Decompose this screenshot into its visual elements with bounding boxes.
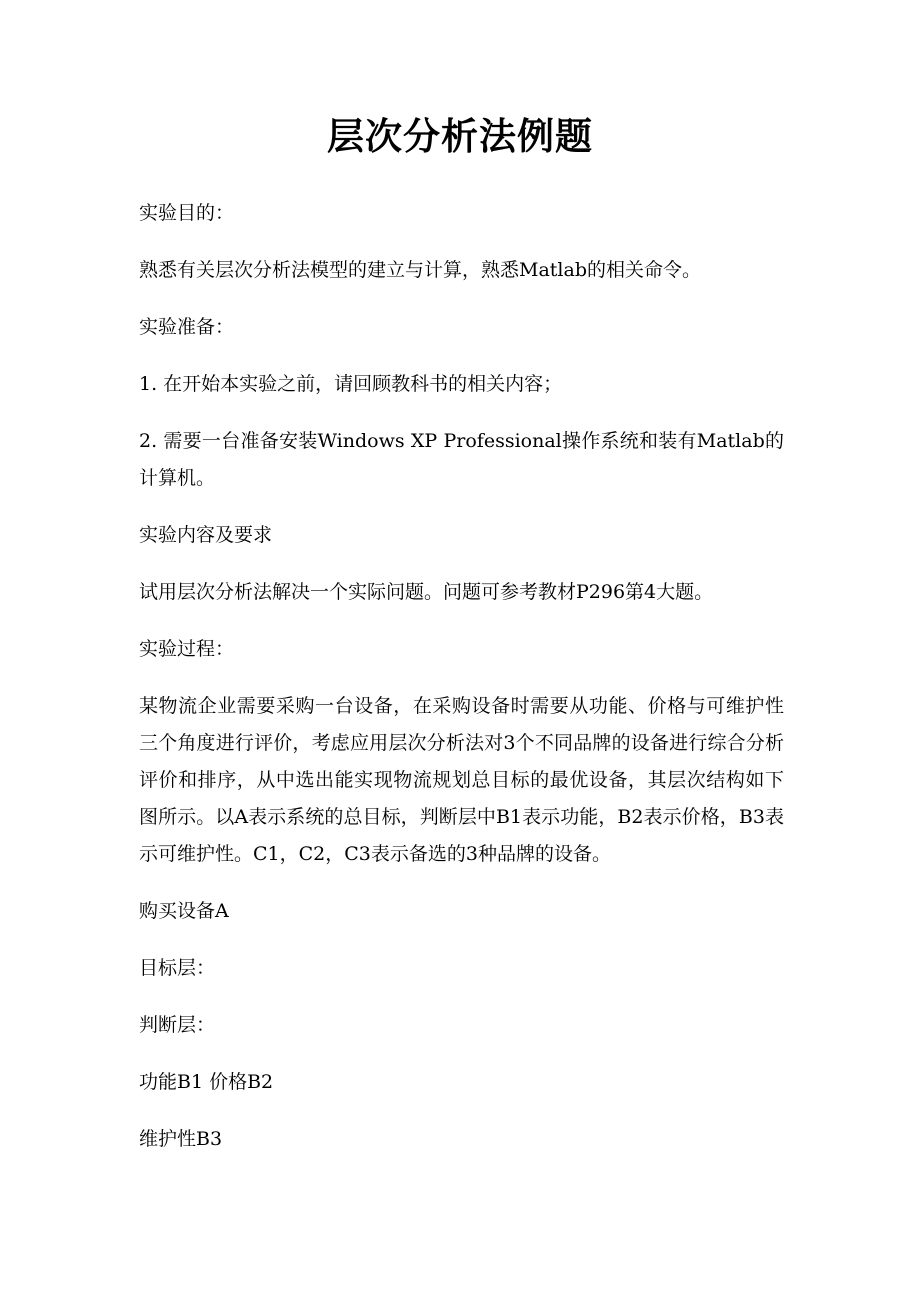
goal-label: 购买设备A — [139, 900, 229, 922]
content-requirements-text: 试用层次分析法解决一个实际问题。问题可参考教材P296第4大题。 — [139, 581, 714, 603]
heading-content-requirements: 实验内容及要求 — [139, 524, 273, 546]
purpose-text: 熟悉有关层次分析法模型的建立与计算，熟悉Matlab的相关命令。 — [139, 259, 701, 281]
heading-process: 实验过程： — [139, 638, 235, 660]
preparation-item-1: 1. 在开始本实验之前，请回顾教科书的相关内容； — [139, 373, 563, 395]
document-body — [139, 195, 784, 1178]
judgment-layer-label: 判断层： — [139, 1014, 216, 1036]
heading-preparation: 实验准备： — [139, 316, 235, 338]
preparation-item-2: 2. 需要一台准备安装Windows XP Professional操作系统和装有Matlab的计算机。 — [139, 430, 784, 489]
process-description: 某物流企业需要采购一台设备，在采购设备时需要从功能、价格与可维护性三个角度进行评价，考虑应用层次分析法对3个不同品牌的设备进行综合分析评价和排序，从中选出能实现物流规划总目标的最优设备，其层次结构如下图所示。以A表示系统的总目标，判断层中B1表示功能，B2表示价格，B3表示可维护性。C1，C2，C3表示备选的3种品牌的设备。 — [139, 695, 784, 865]
criteria-b1-b2: 功能B1 价格B2 — [139, 1071, 274, 1093]
target-layer-label: 目标层： — [139, 957, 216, 979]
criteria-b3: 维护性B3 — [139, 1128, 223, 1150]
document-title: 层次分析法例题 — [327, 114, 593, 158]
heading-purpose: 实验目的： — [139, 202, 235, 224]
